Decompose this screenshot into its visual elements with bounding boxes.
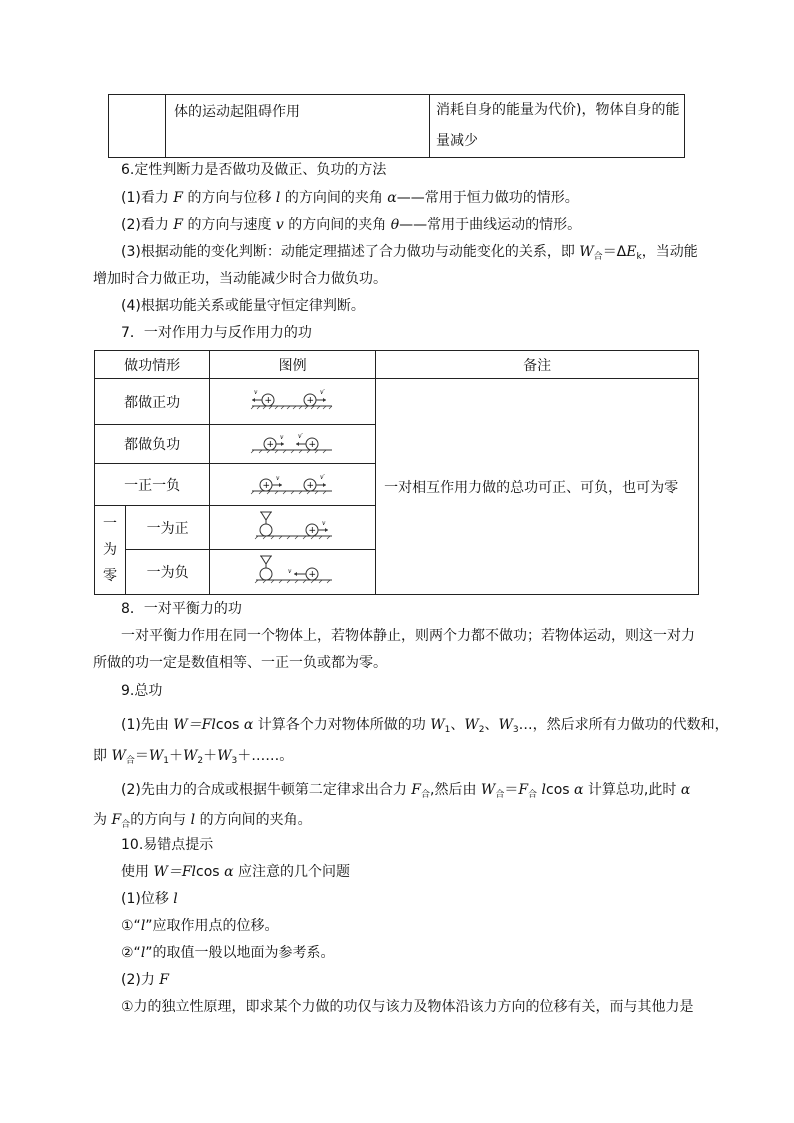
svg-text:v′: v′ [319,388,325,396]
section-9-line-1: (1)先由 W＝Flcos α 计算各个力对物体所做的功 $W_1$、$W_2$、$W_3\dots$，然后求所有力做功的代数和， [121,717,729,735]
section-9-line-2: 即 $W_合=W_1+W_2+W_3+\dots\dots$。 [93,748,294,766]
svg-text:+: + [266,440,274,450]
svg-text:v: v [321,519,326,527]
section-10-line-1: 使用 W＝Flcos α 应注意的几个问题 [121,864,350,880]
section-7-title: 7．一对作用力与反作用力的功 [121,325,312,341]
section-10-line-3: ①“l”应取作用点的位移。 [121,918,279,934]
section-6-item-3-cont: 增加时合力做正功，当动能减少时合力做负功。 [93,271,387,287]
top-continuation-table [108,94,685,158]
svg-text:v′: v′ [297,433,303,440]
svg-text:v′: v′ [319,473,325,481]
section-6-item-1: (1)看力 F 的方向与位移 l 的方向间的夹角 α——常用于恒力做功的情形。 [121,190,579,206]
svg-text:+: + [308,440,316,450]
svg-text:v: v [279,434,284,441]
case-both-positive: 都做正功 [95,379,210,425]
top-table-cell-empty [109,95,166,158]
work-cases-table [94,350,699,595]
section-10-line-4: ②“l”的取值一般以地面为参考系。 [121,945,335,961]
svg-text:+: + [262,480,270,491]
top-table-cell-2: 体的运动起阻碍作用 [166,95,430,158]
section-8-title: 8．一对平衡力的功 [121,601,242,617]
case-zero-positive: 一为正 [126,506,210,550]
diagram-both-negative [250,430,336,454]
figure-both-negative [210,425,376,464]
section-6-item-3: (3)根据动能的变化判断：动能定理描述了合力做功与动能变化的关系，即 $W_合=\Delta E_k$，当动能 [121,244,698,262]
section-10-title: 10.易错点提示 [121,837,214,853]
figure-one-pos-one-neg [210,464,376,506]
section-8-paragraph-2: 所做的功一定是数值相等、一正一负或都为零。 [93,655,387,671]
case-zero-negative: 一为负 [126,550,210,595]
svg-text:+: + [264,395,272,406]
table-header-note: 备注 [376,351,699,379]
table-header-case: 做功情形 [95,351,210,379]
table-header-figure: 图例 [210,351,376,379]
svg-text:+: + [308,525,316,536]
svg-text:v: v [287,568,292,575]
case-one-pos-one-neg: 一正一负 [95,464,210,506]
diagram-zero-negative [250,555,336,585]
case-zero-group: 一 为 零 [95,506,126,595]
case-both-negative: 都做负功 [95,425,210,464]
figure-zero-negative [210,550,376,595]
note-cell: 一对相互作用力做的总功可正、可负，也可为零 [376,379,699,595]
section-9-line-4: 为 $F_合$的方向与 l 的方向间的夹角。 [93,812,312,830]
section-9-title: 9.总功 [121,683,163,699]
figure-zero-positive [210,506,376,550]
section-10-line-5: (2)力 F [121,972,169,988]
svg-text:+: + [306,395,314,406]
figure-both-positive [210,379,376,425]
top-table-cell-3: 消耗自身的能量为代价)，物体自身的能 量减少 [430,95,685,158]
svg-text:+: + [306,480,314,491]
section-6-item-2: (2)看力 F 的方向与速度 v 的方向间的夹角 θ——常用于曲线运动的情形。 [121,217,582,233]
diagram-both-positive [250,388,336,412]
svg-text:+: + [308,570,316,580]
section-6-item-4: (4)根据功能关系或能量守恒定律判断。 [121,298,365,314]
section-9-line-3: (2)先由力的合成或根据牛顿第二定律求出合力 $F_合$,然后由 $W_合=F_合$ lcos α 计算总功,此时 α [121,782,691,800]
section-6-title: 6.定性判断力是否做功及做正、负功的方法 [121,162,387,178]
svg-text:v: v [275,474,280,482]
diagram-one-pos-one-neg [250,471,336,495]
section-8-paragraph-1: 一对平衡力作用在同一个物体上，若物体静止，则两个力都不做功；若物体运动，则这一对力 [121,628,695,644]
diagram-zero-positive [250,511,336,541]
section-10-line-6: ①力的独立性原理，即求某个力做的功仅与该力及物体沿该力方向的位移有关，而与其他力是 [121,999,694,1015]
section-10-line-2: (1)位移 l [121,891,178,907]
svg-text:v: v [253,388,258,396]
